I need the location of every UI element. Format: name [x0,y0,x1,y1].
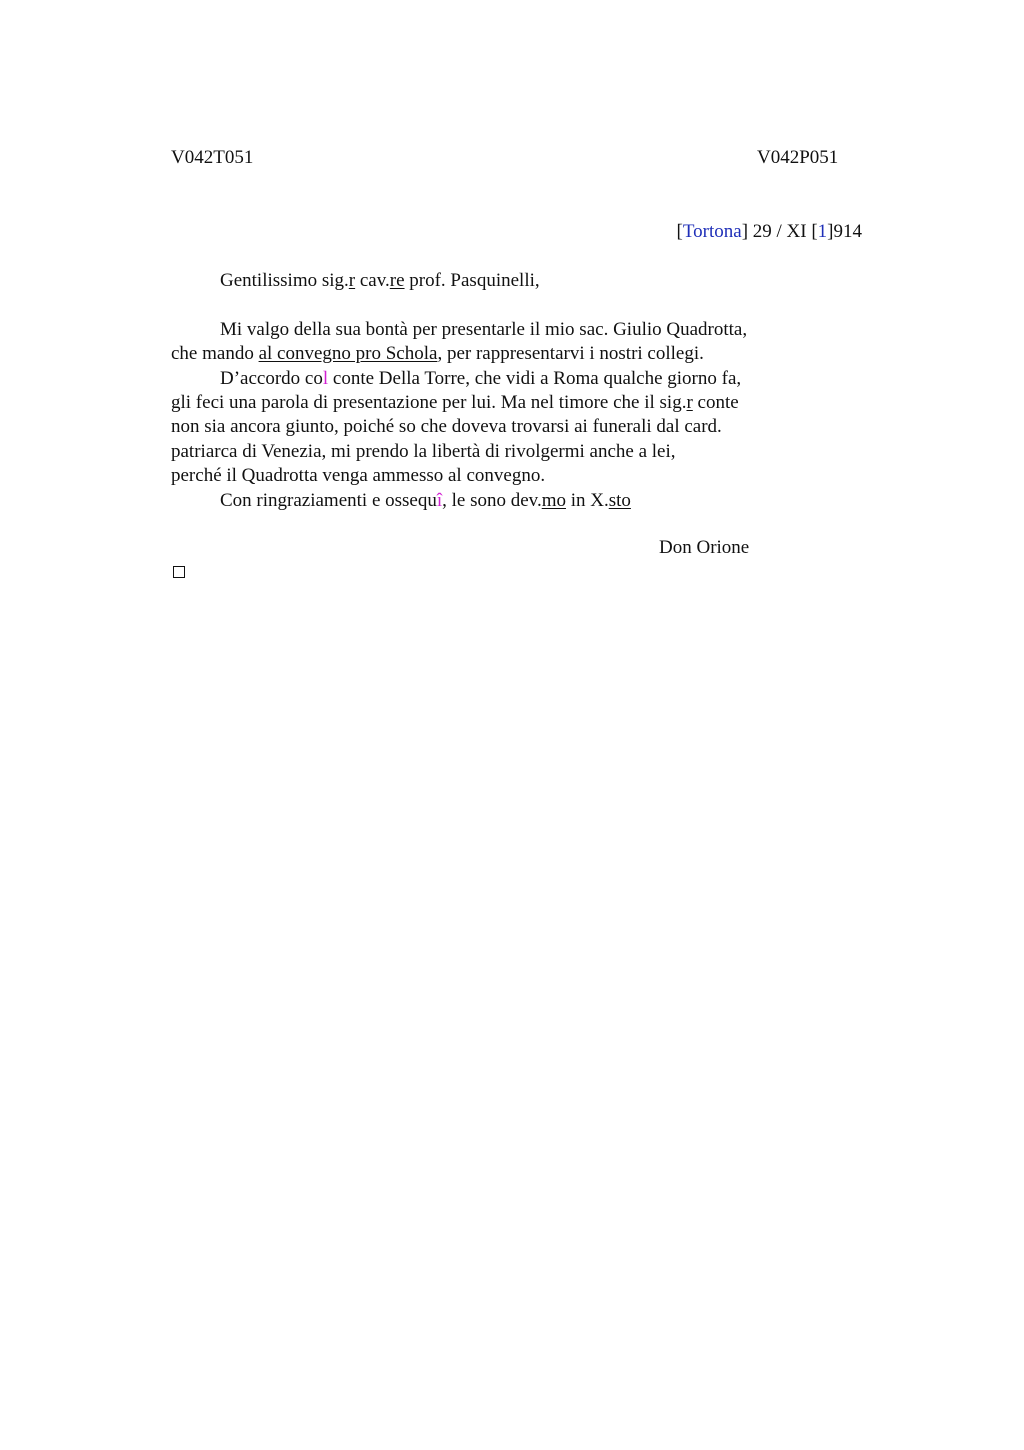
salutation [220,269,540,293]
dateline [677,221,862,243]
correction-mark: î [436,490,443,511]
body-text: conte Della Torre, che vidi a Roma qualche giorno fa, [328,368,742,389]
end-of-document-box-icon [173,566,185,578]
body-underlined: al convegno pro Schola [258,343,438,364]
dateline-bracket: [ [676,221,683,242]
body-text: , le sono dev. [442,490,542,511]
body-abbrev-mo: mo [541,490,566,511]
body-text: gli feci una parola di presentazione per lui. Ma nel timore che il sig. [171,392,687,413]
document-code-right: V042P051 [757,147,839,168]
body-line-1: Mi valgo della sua bontà per presentarle il mio sac. Giulio Quadrotta, [220,319,748,340]
salutation-text: prof. Pasquinelli, [404,270,540,291]
body-line-6: patriarca di Venezia, mi prendo la libertà di rivolgermi anche a lei, [171,441,676,462]
body-line-2 [171,342,704,366]
body-line-5: non sia ancora giunto, poiché so che doveva trovarsi ai funerali dal card. [171,416,722,437]
body-text: D’accordo co [220,368,323,389]
body-line-7: perché il Quadrotta venga ammesso al convegno. [171,465,546,486]
signature: Don Orione [659,537,750,558]
dateline-place: Tortona [682,221,742,242]
dateline-day-month: ] 29 / XI [ [741,221,818,242]
salutation-abbrev-re: re [389,270,405,291]
document-code-left: V042T051 [171,147,254,168]
body-text: , per rappresentarvi i nostri collegi. [437,343,704,364]
body-text: Con ringraziamenti e ossequ [220,490,437,511]
body-line-8 [220,489,631,513]
salutation-text: Gentilissimo sig. [220,270,349,291]
salutation-text: cav. [355,270,390,291]
body-line-3 [220,367,741,391]
salutation-abbrev-r: r [348,270,356,291]
dateline-year-rest: ]914 [827,221,862,242]
body-text: che mando [171,343,259,364]
body-line-4 [171,391,739,415]
body-abbrev-sto: sto [608,490,631,511]
body-text: conte [692,392,739,413]
dateline-year-digit: 1 [817,221,828,242]
correction-mark: l [322,368,329,389]
body-abbrev-r: r [686,392,693,413]
body-text: in X. [565,490,609,511]
